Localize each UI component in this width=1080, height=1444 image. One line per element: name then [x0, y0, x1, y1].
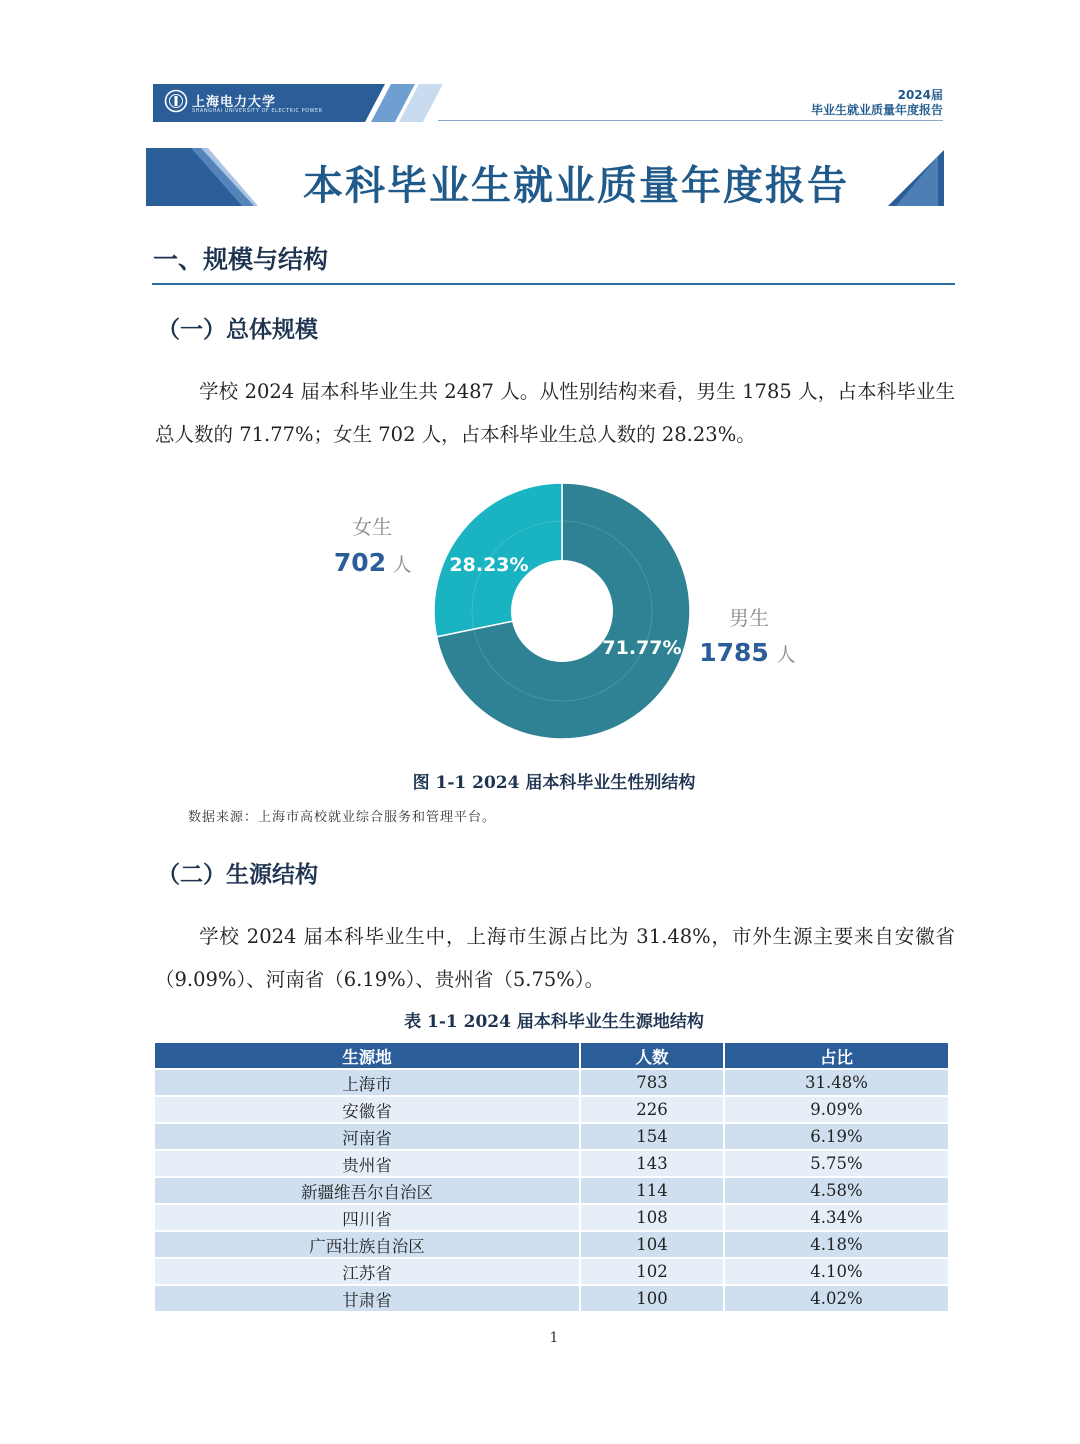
table-cell: 新疆维吾尔自治区 — [155, 1177, 580, 1204]
table-row — [155, 1177, 948, 1204]
table-cell: 4.58% — [724, 1177, 948, 1204]
table-cell: 4.02% — [724, 1285, 948, 1311]
subsection-heading-origin: （二）生源结构 — [157, 862, 318, 888]
page-title: 本科毕业生就业质量年度报告 — [303, 163, 849, 209]
table-row — [155, 1258, 948, 1285]
school-logo-icon — [164, 89, 188, 113]
table-header-cell: 人数 — [580, 1043, 724, 1069]
school-name: 上海电力大学 — [192, 95, 277, 110]
percent-label-female: 28.23% — [449, 554, 529, 576]
table-header-row — [155, 1043, 948, 1069]
legend-label-male: 男生 — [729, 606, 769, 630]
figure-caption: 图 1-1 2024 届本科毕业生性别结构 — [412, 773, 696, 793]
table-cell: 154 — [580, 1123, 724, 1150]
unit-male: 人 — [776, 644, 796, 666]
unit-female: 人 — [392, 554, 412, 576]
page-number: 1 — [549, 1330, 559, 1346]
subsection-heading-scale: （一）总体规模 — [157, 317, 318, 343]
data-source-note: 数据来源：上海市高校就业综合服务和管理平台。 — [188, 810, 497, 825]
table-row — [155, 1285, 948, 1311]
table-cell: 4.34% — [724, 1204, 948, 1231]
table-cell: 6.19% — [724, 1123, 948, 1150]
report-name: 毕业生就业质量年度报告 — [810, 103, 943, 117]
table-cell: 河南省 — [155, 1123, 580, 1150]
table-cell: 226 — [580, 1096, 724, 1123]
table-cell: 江苏省 — [155, 1258, 580, 1285]
table-cell: 100 — [580, 1285, 724, 1311]
table-header-cell: 占比 — [724, 1043, 948, 1069]
table-header-cell: 生源地 — [155, 1043, 580, 1069]
table-cell: 安徽省 — [155, 1096, 580, 1123]
table-cell: 贵州省 — [155, 1150, 580, 1177]
table-cell: 4.10% — [724, 1258, 948, 1285]
table-cell: 甘肃省 — [155, 1285, 580, 1311]
paragraph-origin: 学校 2024 届本科毕业生中，上海市生源占比为 31.48%，市外生源主要来自安徽省（9.09%）、河南省（6.19%）、贵州省（5.75%）。 — [155, 925, 955, 991]
count-male: 1785 — [699, 638, 769, 667]
table-cell: 广西壮族自治区 — [155, 1231, 580, 1258]
percent-label-male: 71.77% — [602, 637, 682, 659]
gender-donut-chart — [320, 480, 820, 742]
table-row — [155, 1096, 948, 1123]
table-row — [155, 1069, 948, 1096]
table-row — [155, 1150, 948, 1177]
table-row — [155, 1231, 948, 1258]
table-cell: 783 — [580, 1069, 724, 1096]
table-cell: 114 — [580, 1177, 724, 1204]
table-cell: 31.48% — [724, 1069, 948, 1096]
table-caption: 表 1-1 2024 届本科毕业生生源地结构 — [404, 1012, 704, 1032]
section-heading: 一、规模与结构 — [153, 245, 329, 274]
count-female: 702 — [333, 548, 387, 577]
header-divider — [438, 120, 943, 121]
table-cell: 四川省 — [155, 1204, 580, 1231]
table-cell: 5.75% — [724, 1150, 948, 1177]
report-year: 2024届 — [897, 88, 943, 102]
table-cell: 4.18% — [724, 1231, 948, 1258]
table-row — [155, 1123, 948, 1150]
origin-table — [155, 1043, 948, 1311]
table-cell: 102 — [580, 1258, 724, 1285]
table-cell: 104 — [580, 1231, 724, 1258]
table-cell: 上海市 — [155, 1069, 580, 1096]
table-row — [155, 1204, 948, 1231]
table-cell: 108 — [580, 1204, 724, 1231]
paragraph-scale: 学校 2024 届本科毕业生共 2487 人。从性别结构来看，男生 1785 人，占本科毕业生总人数的 71.77%；女生 702 人，占本科毕业生总人数的 28.23%。 — [155, 380, 955, 446]
report-label — [811, 88, 943, 118]
table-cell: 9.09% — [724, 1096, 948, 1123]
table-cell: 143 — [580, 1150, 724, 1177]
legend-label-female: 女生 — [352, 515, 392, 539]
section-rule — [152, 283, 955, 285]
school-name-en: SHANGHAI UNIVERSITY OF ELECTRIC POWER — [192, 108, 323, 114]
